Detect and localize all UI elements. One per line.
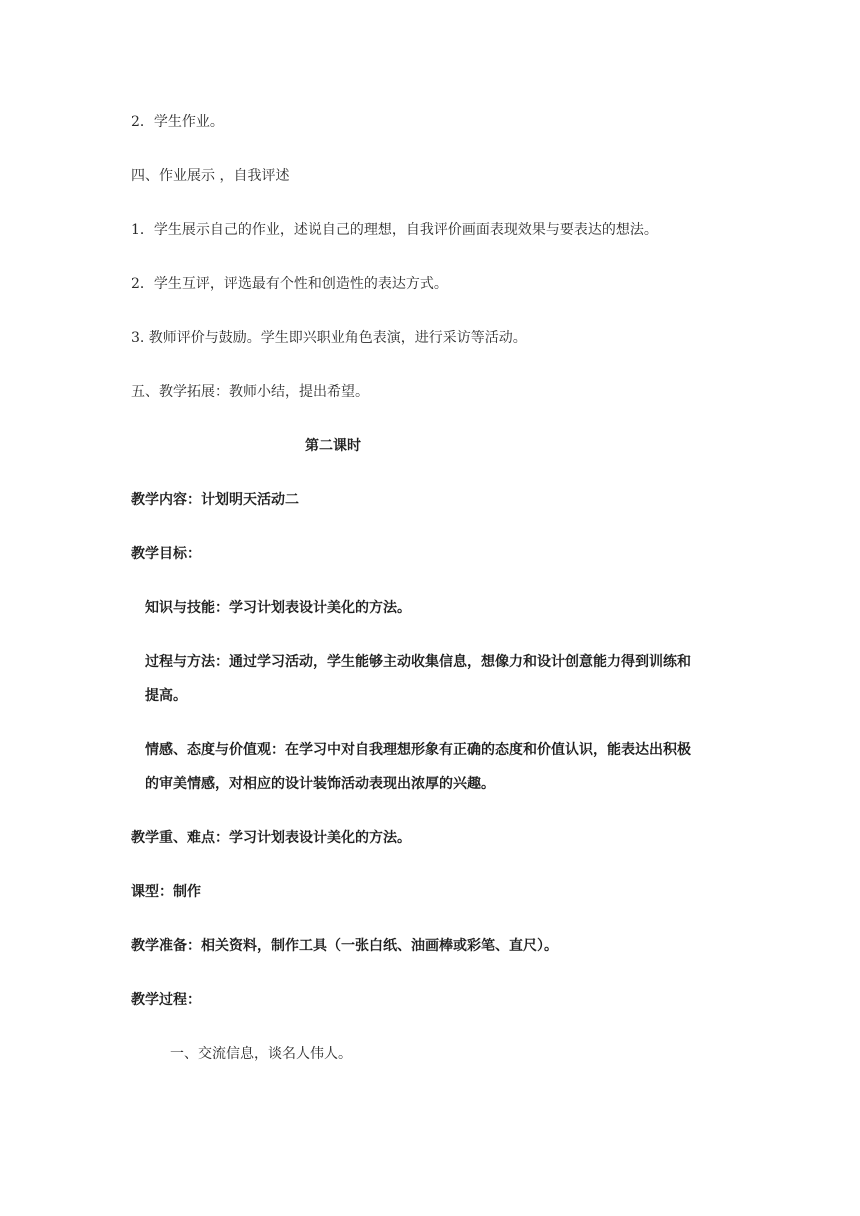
doc-heading-teaching-goals: 教学目标： [131, 546, 201, 562]
doc-line-process-methods-cont: 提高。 [145, 688, 187, 704]
doc-line-knowledge-skills: 知识与技能：学习计划表设计美化的方法。 [145, 600, 411, 616]
doc-heading-homework-display: 四、作业展示 ，自我评述 [131, 168, 290, 184]
doc-line-student-homework: 2．学生作业。 [131, 114, 224, 130]
doc-line-teacher-evaluation: 3. 教师评价与鼓励。学生即兴职业角色表演，进行采访等活动。 [131, 330, 527, 346]
doc-heading-teaching-extension: 五、教学拓展：教师小结，提出希望。 [131, 384, 369, 400]
doc-line-process-methods: 过程与方法：通过学习活动，学生能够主动收集信息，想像力和设计创意能力得到训练和 [145, 654, 691, 670]
doc-line-exchange-info: 一、交流信息，谈名人伟人。 [170, 1046, 352, 1062]
doc-line-emotion-values: 情感、态度与价值观：在学习中对自我理想形象有正确的态度和价值认识，能表达出积极 [145, 742, 691, 758]
doc-line-peer-review: 2．学生互评，评选最有个性和创造性的表达方式。 [131, 276, 448, 292]
doc-line-teaching-content: 教学内容：计划明天活动二 [131, 492, 299, 508]
doc-line-teaching-preparation: 教学准备：相关资料，制作工具（一张白纸、油画棒或彩笔、直尺）。 [131, 938, 558, 954]
doc-heading-teaching-process: 教学过程： [131, 992, 201, 1008]
doc-line-emotion-values-cont: 的审美情感，对相应的设计装饰活动表现出浓厚的兴趣。 [145, 776, 495, 792]
doc-line-student-display: 1．学生展示自己的作业，述说自己的理想，自我评价画面表现效果与要表达的想法。 [131, 222, 658, 238]
section-title-second-lesson: 第二课时 [305, 438, 361, 454]
doc-line-key-difficult-points: 教学重、难点：学习计划表设计美化的方法。 [131, 830, 411, 846]
doc-line-lesson-type: 课型：制作 [131, 884, 201, 900]
